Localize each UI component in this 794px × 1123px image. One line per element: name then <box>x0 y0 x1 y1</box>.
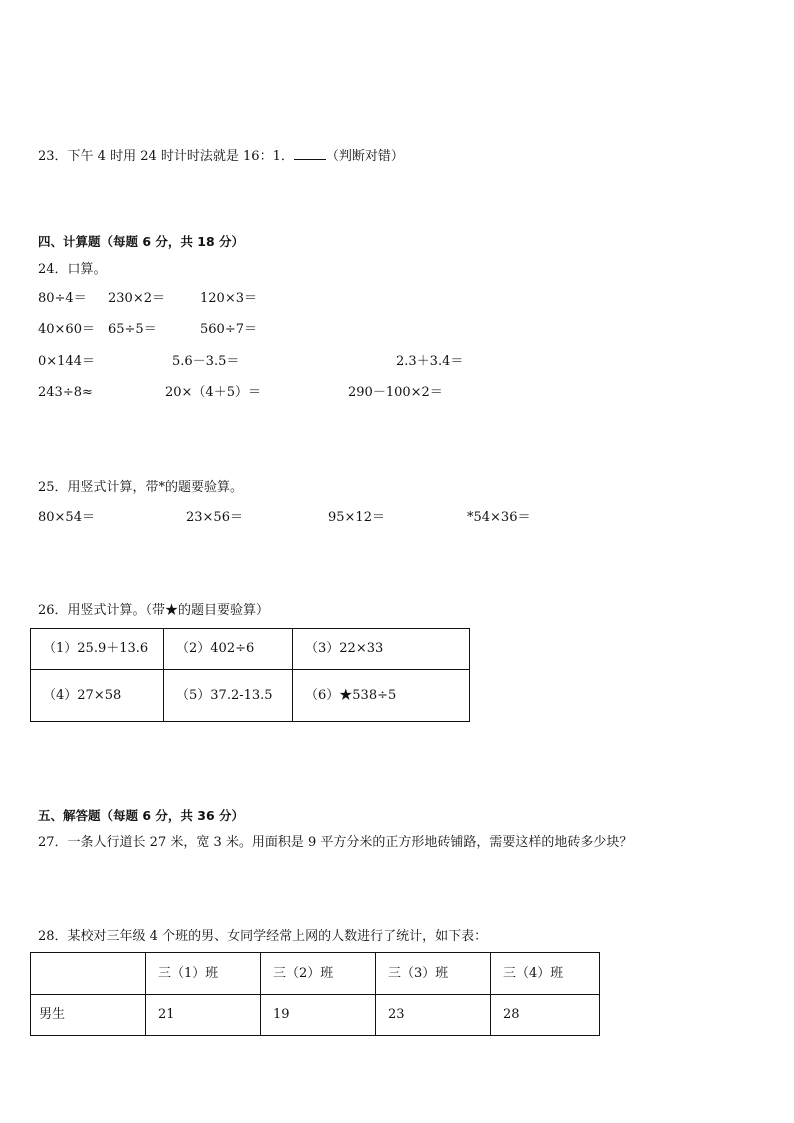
calc-item: *54×36＝ <box>467 510 531 525</box>
calc-item: 40×60＝ <box>38 322 95 337</box>
table-header-cell <box>31 953 146 995</box>
calc-item: 23×56＝ <box>186 510 243 525</box>
question-26-title: 26．用竖式计算。（带★的题目要验算） <box>38 603 270 618</box>
calc-item: 95×12＝ <box>328 510 385 525</box>
table-row <box>31 995 600 1036</box>
section-4-title: 四、计算题（每题 6 分，共 18 分） <box>38 234 245 249</box>
calc-item: 230×2＝ <box>108 291 165 306</box>
question-25-title: 25．用竖式计算，带*的题要验算。 <box>38 480 244 495</box>
table-header-cell: 三（3）班 <box>376 953 491 995</box>
calc-item: 80÷4＝ <box>38 291 87 306</box>
table-row <box>31 670 470 722</box>
calc-item: 120×3＝ <box>200 291 257 306</box>
question-23-text: 下午 4 时用 24 时计时法就是 16：1． <box>67 149 294 164</box>
calc-item: 243÷8≈ <box>38 385 93 400</box>
table-cell: （3）22×33 <box>293 629 470 670</box>
row-label-cell: 男生 <box>31 995 146 1036</box>
question-23-number: 23． <box>38 149 68 164</box>
table-row <box>31 629 470 670</box>
question-28-table <box>30 952 600 1036</box>
calc-item: 5.6－3.5＝ <box>172 354 240 369</box>
calc-item: 65÷5＝ <box>108 322 157 337</box>
table-header-cell: 三（1）班 <box>146 953 261 995</box>
question-23 <box>38 147 404 165</box>
calc-item: 20×（4＋5）＝ <box>165 385 261 400</box>
answer-blank[interactable] <box>294 147 326 160</box>
question-27-text: 27．一条人行道长 27 米，宽 3 米。用面积是 9 平方分米的正方形地砖铺路，需要这样的地砖多少块？ <box>38 835 633 850</box>
table-cell: 23 <box>376 995 491 1036</box>
table-header-cell: 三（4）班 <box>491 953 600 995</box>
section-5-title: 五、解答题（每题 6 分，共 36 分） <box>38 808 245 823</box>
table-header-row <box>31 953 600 995</box>
table-cell: （5）37.2-13.5 <box>164 670 293 722</box>
calc-item: 290－100×2＝ <box>348 385 443 400</box>
calc-item: 80×54＝ <box>38 510 95 525</box>
calc-item: 2.3＋3.4＝ <box>396 354 464 369</box>
table-header-cell: 三（2）班 <box>261 953 376 995</box>
question-24-title: 24．口算。 <box>38 262 107 277</box>
table-cell: （4）27×58 <box>31 670 164 722</box>
table-cell: （1）25.9＋13.6 <box>31 629 164 670</box>
table-cell: 21 <box>146 995 261 1036</box>
question-28-text: 28．某校对三年级 4 个班的男、女同学经常上网的人数进行了统计，如下表： <box>38 929 488 944</box>
question-23-suffix: （判断对错） <box>325 149 404 164</box>
calc-item: 560÷7＝ <box>200 322 257 337</box>
table-cell: （6）★538÷5 <box>293 670 470 722</box>
table-cell: 28 <box>491 995 600 1036</box>
calc-item: 0×144＝ <box>38 354 95 369</box>
question-26-table <box>30 628 470 722</box>
table-cell: 19 <box>261 995 376 1036</box>
table-cell: （2）402÷6 <box>164 629 293 670</box>
